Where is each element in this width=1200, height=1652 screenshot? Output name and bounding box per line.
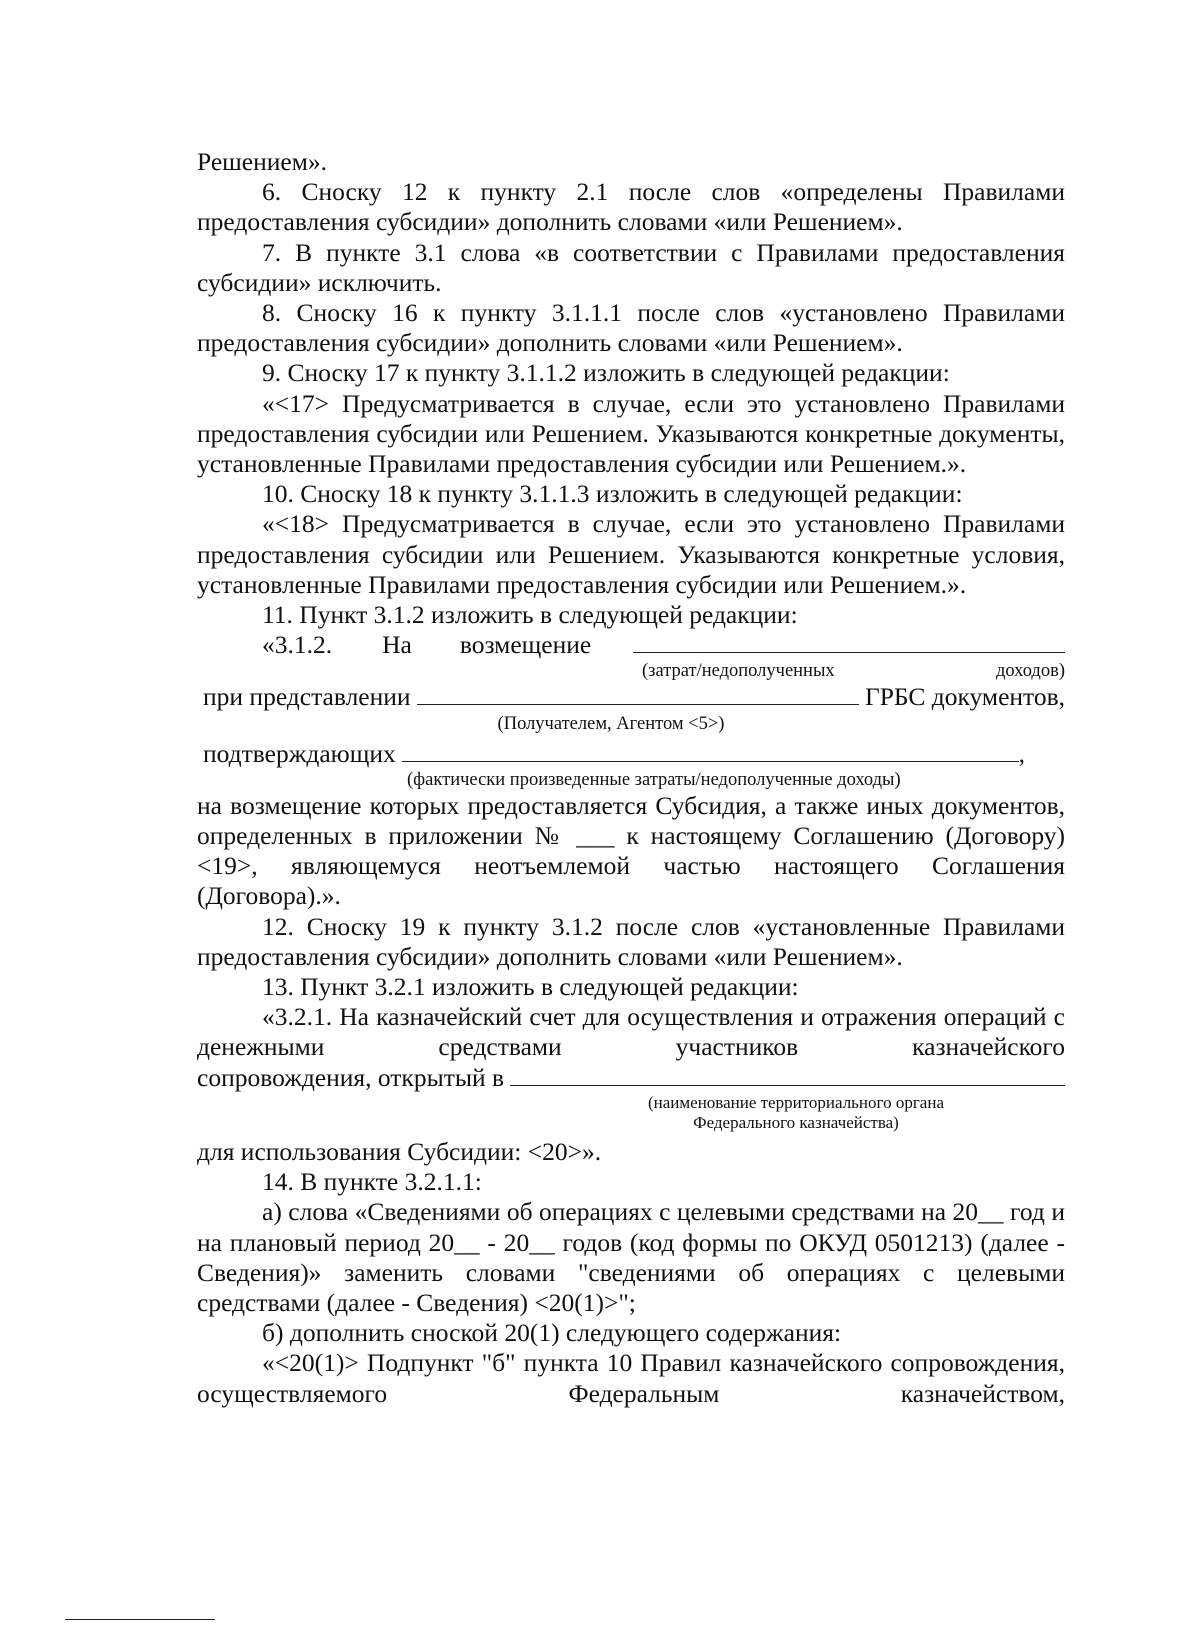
caption-text: (фактически произведенные затраты/недополученные доходы) bbox=[407, 769, 901, 790]
document-page bbox=[197, 147, 1065, 1409]
blank-line bbox=[510, 1063, 1065, 1086]
paragraph: 13. Пункт 3.2.1 изложить в следующей редакции: bbox=[262, 972, 799, 1002]
blank-line bbox=[633, 630, 1065, 653]
paragraph: Решением». bbox=[197, 147, 327, 176]
paragraph: 6. Сноску 12 к пункту 2.1 после слов «определены Правилами предоставления субсидии» дополнить словами «или Решением». bbox=[197, 177, 1065, 237]
form-label: На bbox=[382, 630, 412, 660]
paragraph: для использования Субсидии: <20>». bbox=[197, 1136, 602, 1166]
caption-text: (наименование территориального органа bbox=[647, 1092, 944, 1112]
form-label: при представлении bbox=[203, 682, 411, 712]
paragraph: 7. В пункте 3.1 слова «в соответствии с Правилами предоставления субсидии» исключить. bbox=[197, 237, 1065, 297]
footnote-separator bbox=[65, 1619, 215, 1620]
paragraph: «<20(1)> Подпункт "б" пункта 10 Правил казначейского сопровождения, осуществляемого Федеральным казначейством, bbox=[197, 1348, 1065, 1408]
caption-text: (затрат/недополученных bbox=[642, 661, 835, 682]
form-label: ГРБС документов, bbox=[864, 682, 1065, 712]
paragraph: а) слова «Сведениями об операциях с целевыми средствами на 20__ год и на плановый период 20__ - 20__ годов (код формы по ОКУД 0501213) (далее - Сведения)» заменить словами "сведениями об операциях с целевыми средствами (далее - Сведения) <20(1)>"; bbox=[197, 1197, 1065, 1317]
blank-line bbox=[402, 739, 1019, 762]
paragraph: 12. Сноску 19 к пункту 3.1.2 после слов «установленные Правилами предоставления субсидии» дополнить словами «или Решением». bbox=[197, 911, 1065, 971]
form-line-treasury bbox=[197, 1063, 1065, 1093]
form-line-submission bbox=[197, 682, 1065, 712]
caption bbox=[197, 769, 1065, 791]
paragraph: 10. Сноску 18 к пункту 3.1.1.3 изложить в следующей редакции: bbox=[262, 479, 963, 509]
form-label: «3.1.2. bbox=[262, 630, 333, 660]
caption-text: доходов) bbox=[995, 661, 1065, 682]
paragraph: б) дополнить сноской 20(1) следующего содержания: bbox=[262, 1318, 842, 1348]
paragraph: 9. Сноску 17 к пункту 3.1.1.2 изложить в следующей редакции: bbox=[262, 358, 950, 388]
paragraph: «<18> Предусматривается в случае, если это установлено Правилами предоставления субсидии или Решением. Указываются конкретные условия, установленные Правилами предоставления субсидии или Решением.». bbox=[197, 509, 1065, 599]
form-label: сопровождения, открытый в bbox=[197, 1062, 505, 1092]
caption-text: (Получателем, Агентом <5>) bbox=[497, 713, 725, 734]
caption-text: Федерального казначейства) bbox=[693, 1112, 899, 1132]
form-label: возмещение bbox=[459, 630, 592, 660]
blank-line bbox=[417, 682, 859, 705]
form-line-reimbursement bbox=[197, 630, 1065, 660]
paragraph: 11. Пункт 3.1.2 изложить в следующей редакции: bbox=[262, 600, 798, 630]
form-label: подтверждающих bbox=[203, 738, 396, 768]
paragraph: «3.2.1. На казначейский счет для осуществления и отражения операций с денежными средствами участников казначейского bbox=[197, 1002, 1065, 1062]
form-line-confirming bbox=[197, 739, 1065, 769]
paragraph: 14. В пункте 3.2.1.1: bbox=[262, 1167, 482, 1197]
paragraph: на возмещение которых предоставляется Субсидия, а также иных документов, определенных в приложении № ___ к настоящему Соглашению (Договору) <19>, являющемуся неотъемлемой частью настоящего Соглашения (Договора).». bbox=[197, 790, 1065, 911]
caption bbox=[157, 713, 1065, 735]
paragraph: 8. Сноску 16 к пункту 3.1.1.1 после слов «установлено Правилами предоставления субсидии» дополнить словами «или Решением». bbox=[197, 298, 1065, 358]
caption bbox=[197, 1093, 1065, 1133]
caption bbox=[197, 660, 1065, 682]
form-label: , bbox=[1018, 738, 1025, 768]
paragraph: «<17> Предусматривается в случае, если это установлено Правилами предоставления субсидии или Решением. Указываются конкретные документы, установленные Правилами предоставления субсидии или Решением.». bbox=[197, 388, 1065, 479]
